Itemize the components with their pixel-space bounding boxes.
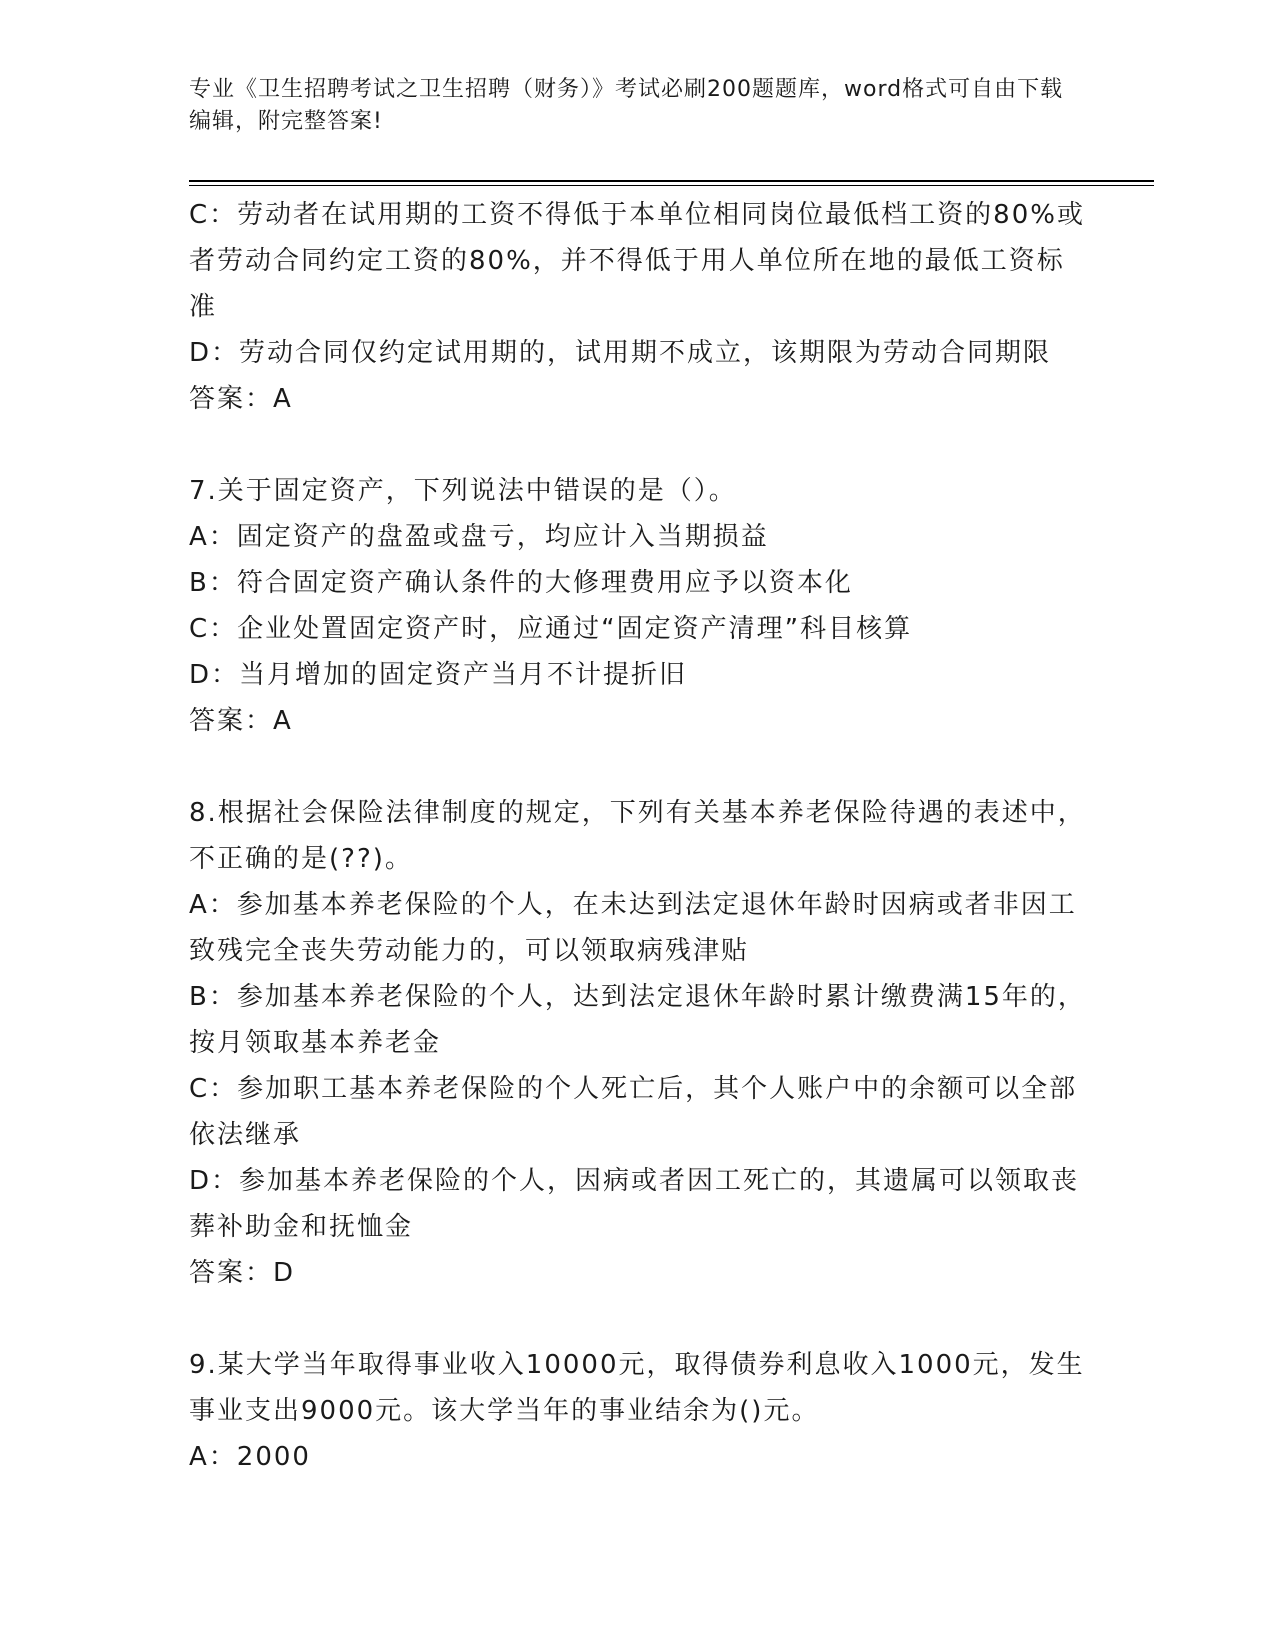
q7-option-d: D：当月增加的固定资产当月不计提折旧 — [189, 660, 688, 690]
question-6-tail — [189, 192, 1089, 422]
q8-answer: 答案：D — [189, 1258, 296, 1288]
q6-option-c: C：劳动者在试用期的工资不得低于本单位相同岗位最低档工资的80%或者劳动合同约定工资的80%，并不得低于用人单位所在地的最低工资标准 — [189, 200, 1085, 322]
q7-option-a: A：固定资产的盘盈或盘亏，均应计入当期损益 — [189, 522, 769, 552]
q8-option-a: A：参加基本养老保险的个人，在未达到法定退休年龄时因病或者非因工致残完全丧失劳动能力的，可以领取病残津贴 — [189, 890, 1077, 966]
q9-option-a: A：2000 — [189, 1442, 311, 1472]
q6-option-d: D：劳动合同仅约定试用期的，试用期不成立，该期限为劳动合同期限 — [189, 338, 1052, 368]
q7-option-c: C：企业处置固定资产时，应通过“固定资产清理”科目核算 — [189, 614, 913, 644]
question-7 — [189, 468, 1089, 744]
q8-option-b: B：参加基本养老保险的个人，达到法定退休年龄时累计缴费满15年的，按月领取基本养老金 — [189, 982, 1086, 1058]
question-9 — [189, 1342, 1089, 1480]
document-header — [189, 74, 1069, 138]
question-content — [189, 192, 1089, 1480]
q9-stem: 9.某大学当年取得事业收入10000元，取得债券利息收入1000元，发生事业支出9000元。该大学当年的事业结余为()元。 — [189, 1350, 1085, 1426]
question-8 — [189, 790, 1089, 1296]
spacer — [189, 1296, 1089, 1342]
header-rule-thin — [189, 185, 1154, 186]
q8-option-d: D：参加基本养老保险的个人，因病或者因工死亡的，其遗属可以领取丧葬补助金和抚恤金 — [189, 1166, 1080, 1242]
q6-answer: 答案：A — [189, 384, 293, 414]
header-text: 专业《卫生招聘考试之卫生招聘（财务）》考试必刷200题题库，word格式可自由下载编辑，附完整答案! — [189, 77, 1064, 134]
q7-stem: 7.关于固定资产，下列说法中错误的是（）。 — [189, 476, 737, 506]
q8-stem: 8.根据社会保险法律制度的规定，下列有关基本养老保险待遇的表述中，不正确的是(??)。 — [189, 798, 1086, 874]
q7-answer: 答案：A — [189, 706, 293, 736]
spacer — [189, 422, 1089, 468]
q8-option-c: C：参加职工基本养老保险的个人死亡后，其个人账户中的余额可以全部依法继承 — [189, 1074, 1078, 1150]
header-rule-thick — [189, 180, 1154, 182]
spacer — [189, 744, 1089, 790]
q7-option-b: B：符合固定资产确认条件的大修理费用应予以资本化 — [189, 568, 853, 598]
